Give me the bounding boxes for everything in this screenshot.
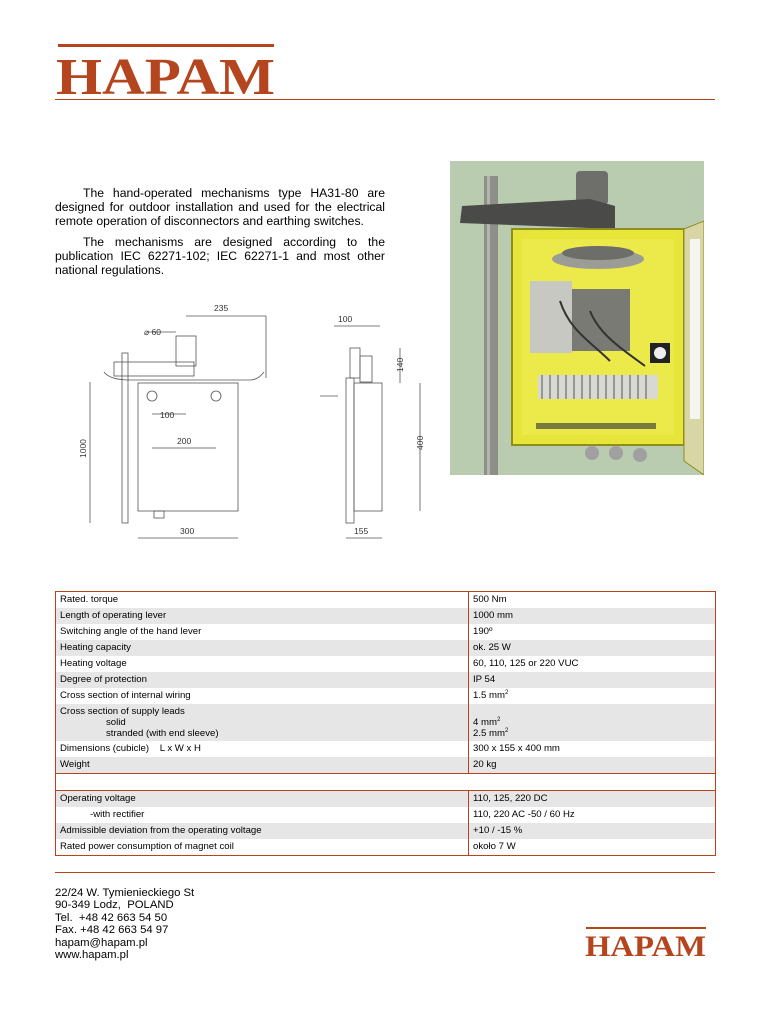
table-row bbox=[56, 704, 715, 741]
dim-235: 235 bbox=[214, 303, 229, 313]
spec-param-sub: stranded (with end sleeve) bbox=[106, 728, 219, 739]
spec-value: 1000 mm bbox=[473, 610, 513, 621]
spec-value: 1.5 mm bbox=[473, 690, 505, 701]
table-row bbox=[56, 741, 715, 757]
fax: Fax. +48 42 663 54 97 bbox=[55, 924, 169, 937]
spec-param: Cross section of internal wiring bbox=[60, 690, 191, 701]
table-gap-row bbox=[56, 774, 715, 791]
spec-param: Operating voltage bbox=[60, 793, 136, 804]
spec-value: 110, 125, 220 DC bbox=[473, 793, 548, 804]
spec-value: 2.5 mm bbox=[473, 728, 505, 739]
spec-param: Admissible deviation from the operating voltage bbox=[60, 825, 262, 836]
dim-155: 155 bbox=[354, 526, 369, 536]
table-row bbox=[56, 624, 715, 640]
spec-value: 500 Nm bbox=[473, 594, 507, 605]
table-row bbox=[56, 688, 715, 704]
spec-param: Dimensions (cubicle) L x W x H bbox=[60, 743, 201, 754]
spec-value: 190º bbox=[473, 626, 493, 637]
header-rule bbox=[55, 99, 715, 100]
spec-value: 20 kg bbox=[473, 759, 497, 770]
spec-param: Rated. torque bbox=[60, 594, 119, 605]
address-line-2: 90-349 Lodz, POLAND bbox=[55, 899, 174, 912]
spec-table-body-3 bbox=[56, 791, 715, 856]
spec-param: Rated power consumption of magnet coil bbox=[60, 841, 234, 852]
spec-param: -with rectifier bbox=[90, 809, 145, 820]
intro-paragraph-1: The hand-operated mechanisms type HA31-80 are designed for outdoor installation and used for the electrical remote operation of disconnectors and earthing switches. bbox=[55, 186, 385, 229]
spec-table-gap bbox=[56, 774, 715, 791]
spec-value-sup: 2 bbox=[496, 717, 501, 723]
spec-value: 300 x 155 x 400 mm bbox=[473, 743, 560, 754]
dim-diameter-60: ⌀ 60 bbox=[144, 327, 161, 337]
svg-text:HAPAM: HAPAM bbox=[56, 49, 275, 98]
spec-param: Cross section of supply leads bbox=[60, 706, 185, 717]
specification-table bbox=[55, 591, 716, 856]
spec-value: 4 mm bbox=[473, 717, 497, 728]
intro-text bbox=[55, 186, 385, 283]
spec-value: IP 54 bbox=[473, 674, 496, 685]
footer-rule bbox=[55, 872, 715, 873]
spec-value: 110, 220 AC -50 / 60 Hz bbox=[473, 809, 575, 820]
spec-param-sub: solid bbox=[106, 717, 126, 728]
spec-value: około 7 W bbox=[473, 841, 516, 852]
dim-300: 300 bbox=[180, 526, 195, 536]
table-row bbox=[56, 807, 715, 823]
spec-table-body-1 bbox=[56, 592, 715, 704]
address-line-1: 22/24 W. Tymienieckiego St bbox=[55, 887, 195, 899]
hapam-logo-small bbox=[585, 926, 707, 958]
dim-100-side: 100 bbox=[338, 314, 353, 324]
spec-param: Heating voltage bbox=[60, 658, 127, 669]
table-row bbox=[56, 757, 715, 774]
spec-param: Weight bbox=[60, 759, 90, 770]
spec-param: Switching angle of the hand lever bbox=[60, 626, 202, 637]
email-link[interactable]: hapam@hapam.pl bbox=[55, 936, 148, 949]
spec-table-body-supply bbox=[56, 704, 715, 741]
table-row bbox=[56, 672, 715, 688]
spec-param: Degree of protection bbox=[60, 674, 147, 685]
spec-value: ok. 25 W bbox=[473, 642, 511, 653]
website-link[interactable]: www.hapam.pl bbox=[55, 949, 129, 962]
table-row bbox=[56, 640, 715, 656]
table-row bbox=[56, 791, 715, 808]
dim-1000: 1000 bbox=[78, 439, 88, 458]
product-photo bbox=[450, 161, 704, 475]
phone: Tel. +48 42 663 54 50 bbox=[55, 911, 168, 924]
dim-100-front: 100 bbox=[160, 410, 175, 420]
table-row bbox=[56, 608, 715, 624]
dim-200: 200 bbox=[177, 436, 192, 446]
spec-value-sup: 2 bbox=[505, 690, 509, 696]
dim-140: 140 bbox=[395, 357, 405, 372]
spec-value: 60, 110, 125 or 220 VUC bbox=[473, 658, 579, 669]
intro-paragraph-2: The mechanisms are designed according to the publication IEC 62271-102; IEC 62271-1 and most other national regulations. bbox=[55, 234, 385, 278]
spec-param: Heating capacity bbox=[60, 642, 131, 653]
table-row bbox=[56, 592, 715, 608]
dimension-drawings bbox=[70, 298, 450, 548]
table-row bbox=[56, 656, 715, 672]
table-row bbox=[56, 839, 715, 855]
side-view-drawing bbox=[320, 326, 420, 538]
dim-400: 400 bbox=[415, 435, 425, 450]
spec-value: +10 / -15 % bbox=[473, 825, 523, 836]
svg-text:HAPAM: HAPAM bbox=[585, 930, 706, 958]
table-row bbox=[56, 823, 715, 839]
spec-table-body-2 bbox=[56, 741, 715, 774]
spec-value-sup: 2 bbox=[505, 728, 509, 734]
hapam-logo bbox=[56, 40, 276, 98]
contact-footer bbox=[55, 887, 194, 961]
front-view-drawing bbox=[90, 316, 266, 538]
spec-param: Length of operating lever bbox=[60, 610, 167, 621]
